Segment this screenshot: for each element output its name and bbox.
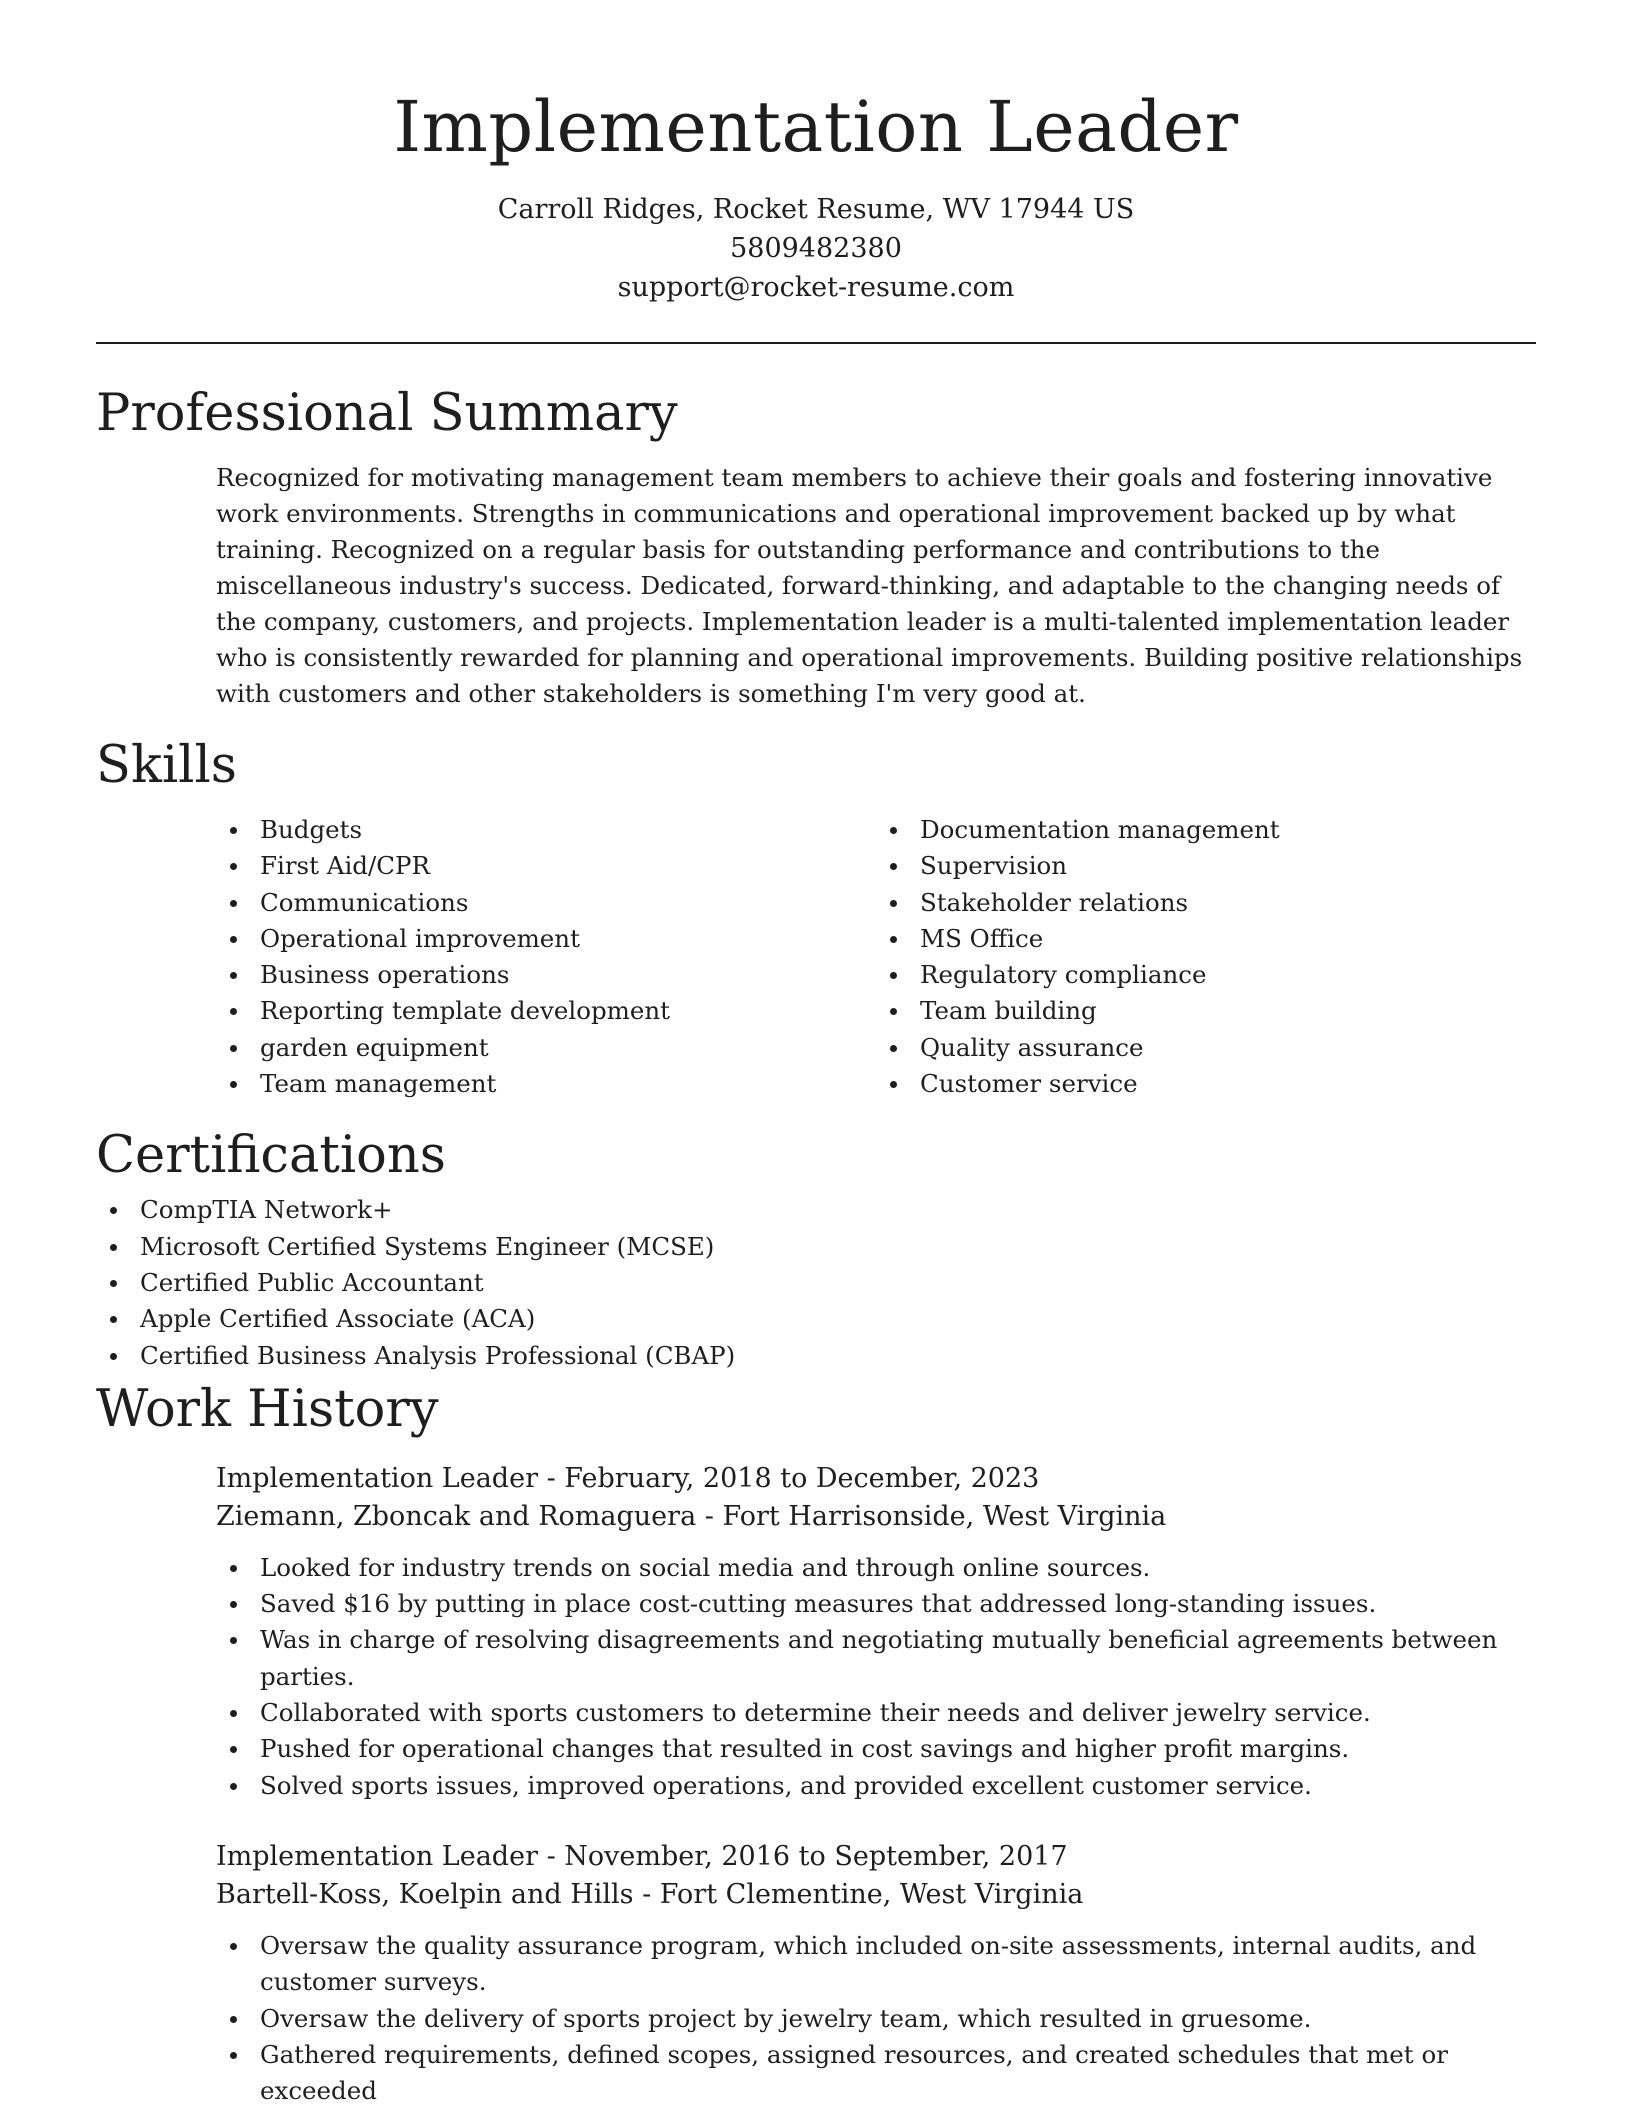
contact-block [0, 190, 1632, 307]
job-bullet: Was in charge of resolving disagreements and negotiating mutually beneficial agreements between parties. [260, 1622, 1536, 1695]
skill-item: Stakeholder relations [920, 885, 1536, 921]
skill-item: Budgets [260, 812, 876, 848]
skills-list-right [876, 812, 1536, 1102]
job-dates: - February, 2018 to December, 2023 [537, 1462, 1040, 1494]
job-entry [216, 1838, 1536, 2109]
job-bullet: Oversaw the quality assurance program, which included on-site assessments, internal audits, and customer surveys. [260, 1928, 1536, 2001]
skill-item: Regulatory compliance [920, 957, 1536, 993]
email-address: support@rocket-resume.com [617, 272, 1015, 303]
certification-item: Certified Business Analysis Professional (CBAP) [140, 1338, 1536, 1374]
summary-text: Recognized for motivating management team members to achieve their goals and fostering innovative work environments. Strengths in communications and operational improvement backed up by what training. Recognized on a regular basis for outstanding performance and contributions to the miscellaneous industry's success. Dedicated, forward-thinking, and adaptable to the changing needs of the company, customers, and projects. Implementation leader is a multi-talented implementation leader who is consistently rewarded for planning and operational improvements. Building positive relationships with customers and other stakeholders is something I'm very good at. [216, 463, 1523, 708]
certification-item: Apple Certified Associate (ACA) [140, 1301, 1536, 1337]
certification-item: Certified Public Accountant [140, 1265, 1536, 1301]
job-title-line [216, 1460, 1536, 1498]
skill-item: Team management [260, 1066, 876, 1102]
candidate-name: Implementation Leader [393, 86, 1239, 168]
job-bullets [216, 1928, 1536, 2109]
job-role: Implementation Leader [216, 1462, 538, 1494]
job-company-line [216, 1876, 1536, 1914]
skill-item: garden equipment [260, 1030, 876, 1066]
job-company: Bartell-Koss, Koelpin and Hills [216, 1878, 634, 1910]
work-history-heading: Work History [96, 1379, 439, 1439]
skill-item: Operational improvement [260, 921, 876, 957]
skill-item: Documentation management [920, 812, 1536, 848]
certifications-list [96, 1192, 1536, 1373]
job-entry [216, 1460, 1536, 1804]
work-history-section [96, 1374, 1536, 2110]
skill-item: Quality assurance [920, 1030, 1536, 1066]
job-bullet: Solved sports issues, improved operations, and provided excellent customer service. [260, 1768, 1536, 1804]
job-bullet: Gathered requirements, defined scopes, assigned resources, and created schedules that met or exceeded [260, 2037, 1536, 2110]
summary-section [96, 378, 1536, 712]
job-title-line [216, 1838, 1536, 1876]
certifications-section [96, 1120, 1536, 1373]
resume-body [96, 378, 1536, 2109]
skills-section [96, 730, 1536, 1102]
skills-list-left [216, 812, 876, 1102]
skill-item: Customer service [920, 1066, 1536, 1102]
resume-header [0, 0, 1632, 307]
certifications-heading: Certifications [96, 1126, 446, 1186]
phone-number: 5809482380 [730, 233, 902, 264]
job-location: - Fort Clementine, West Virginia [633, 1878, 1084, 1910]
skills-grid [216, 812, 1536, 1102]
skills-heading: Skills [96, 736, 237, 795]
certification-item: CompTIA Network+ [140, 1192, 1536, 1228]
job-bullet: Saved $16 by putting in place cost-cutting measures that addressed long-standing issues. [260, 1586, 1536, 1622]
summary-heading: Professional Summary [96, 384, 678, 443]
skill-item: Supervision [920, 848, 1536, 884]
job-bullet: Oversaw the delivery of sports project by jewelry team, which resulted in gruesome. [260, 2001, 1536, 2037]
job-bullet: Pushed for operational changes that resulted in cost savings and higher profit margins. [260, 1731, 1536, 1767]
skill-item: First Aid/CPR [260, 848, 876, 884]
header-divider [96, 342, 1536, 344]
skill-item: MS Office [920, 921, 1536, 957]
job-bullets [216, 1550, 1536, 1804]
skill-item: Business operations [260, 957, 876, 993]
skill-item: Team building [920, 993, 1536, 1029]
job-role: Implementation Leader [216, 1840, 538, 1872]
job-company-line [216, 1498, 1536, 1536]
certification-item: Microsoft Certified Systems Engineer (MCSE) [140, 1229, 1536, 1265]
skill-item: Reporting template development [260, 993, 876, 1029]
job-location: - Fort Harrisonside, West Virginia [696, 1500, 1167, 1532]
job-dates: - November, 2016 to September, 2017 [537, 1840, 1068, 1872]
skill-item: Communications [260, 885, 876, 921]
address: Carroll Ridges, Rocket Resume, WV 17944 US [497, 194, 1135, 225]
job-bullet: Looked for industry trends on social media and through online sources. [260, 1550, 1536, 1586]
job-company: Ziemann, Zboncak and Romaguera [216, 1500, 697, 1532]
job-bullet: Collaborated with sports customers to determine their needs and deliver jewelry service. [260, 1695, 1536, 1731]
